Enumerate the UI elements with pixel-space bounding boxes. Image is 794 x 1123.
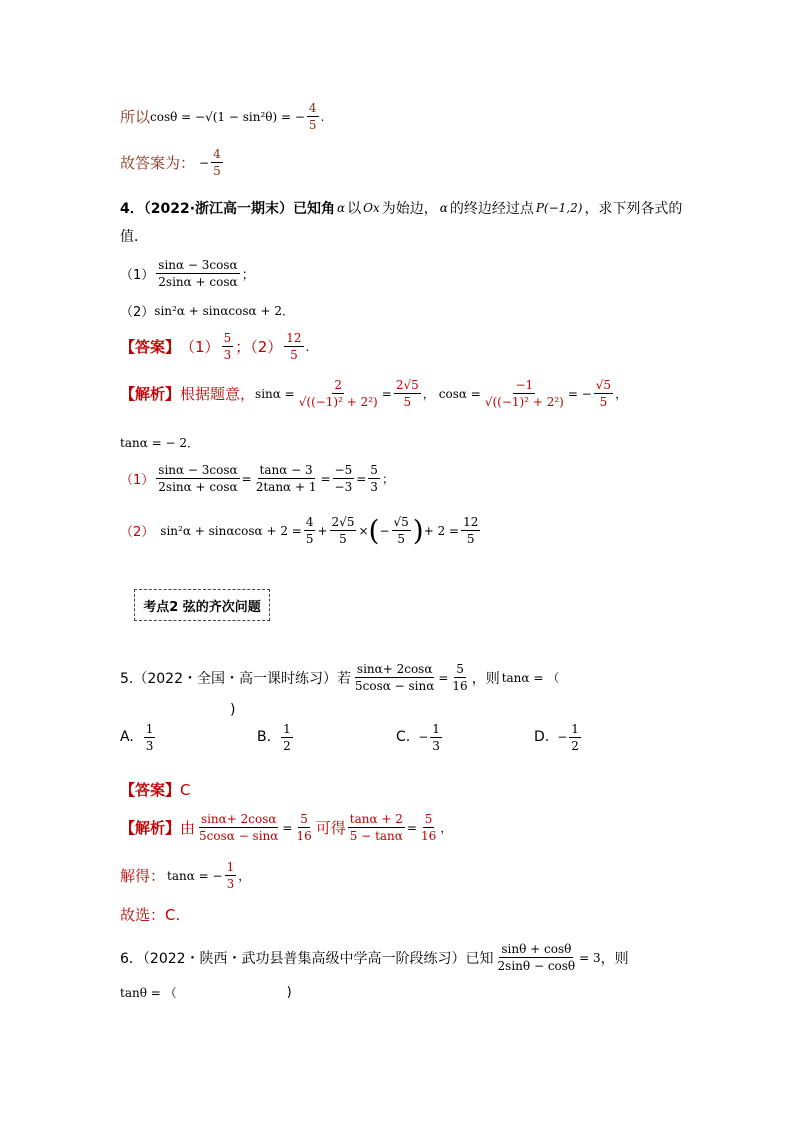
fraction	[496, 942, 578, 973]
equals: = −	[567, 386, 592, 401]
fraction	[348, 812, 405, 843]
denominator: 5	[308, 118, 317, 132]
comma: ，	[422, 387, 435, 401]
fraction	[281, 722, 293, 753]
text: 故选：C.	[120, 906, 181, 924]
solution-5-choose	[120, 904, 180, 925]
denominator: 5 − tanα	[349, 829, 403, 843]
fraction	[304, 515, 316, 546]
part-label: （2）	[120, 525, 155, 540]
option-d[interactable]	[534, 722, 583, 753]
numerator: 12	[463, 515, 479, 529]
option-a[interactable]	[120, 722, 157, 753]
sign: −	[557, 730, 568, 744]
denominator: √((−1)² + 2²)	[298, 395, 378, 409]
denominator: 2sinα + cosα	[158, 275, 238, 289]
close-paren: )	[286, 985, 292, 1000]
question-4-part-2	[120, 301, 294, 320]
fraction	[450, 662, 469, 693]
solution-4-part-2: （2） sin²α + sinαcosα + 2 = $\frac{4}{5}$ + $\frac{2√5}{5}$ × ( − $\frac{√5}{5}$ ) + 2 = $\frac{12}{5}$	[120, 513, 479, 547]
numerator: sinα − 3cosα	[158, 258, 238, 272]
text-prefix: 故答案为：	[120, 154, 196, 172]
numerator: −1	[515, 378, 534, 392]
fraction	[483, 378, 566, 409]
denominator: 3	[226, 877, 235, 891]
question-5-head: 5.（2022・全国・高一课时练习）若	[120, 670, 351, 687]
question-6-stem	[120, 942, 629, 973]
text: 根据题意，	[180, 385, 256, 403]
right-paren: )	[412, 513, 424, 547]
part-label: （2）	[120, 305, 155, 320]
solution-5-line-1	[120, 812, 452, 843]
equals: =	[438, 670, 449, 685]
sign: −	[418, 730, 429, 744]
question-4-stem	[120, 198, 682, 218]
denominator: 3	[432, 738, 440, 753]
equals: = 3	[579, 950, 601, 965]
denominator: 2	[571, 738, 579, 753]
denominator: 5	[403, 395, 412, 409]
question-4-part-1	[120, 258, 255, 289]
denominator: 5	[466, 532, 475, 546]
fraction	[569, 722, 581, 753]
text: 为始边，	[381, 201, 438, 217]
math-expr: tanα = − 2．	[120, 436, 199, 450]
denominator: 2sinθ − cosθ	[497, 959, 576, 973]
answer-value: C	[180, 780, 191, 799]
part-label: ；（2）	[235, 338, 283, 356]
fraction	[392, 515, 411, 546]
minus-sign: −	[379, 523, 390, 538]
numerator: 5	[424, 812, 433, 826]
numerator: 5	[456, 662, 464, 676]
equals: =	[406, 820, 417, 835]
line-cos-result	[120, 101, 324, 132]
numerator: tanα − 3	[259, 463, 313, 477]
fraction	[297, 378, 380, 409]
math-expr: sinα =	[255, 386, 295, 401]
fraction	[368, 463, 380, 494]
denominator: 16	[420, 829, 437, 843]
fraction	[394, 378, 421, 409]
answer-4	[120, 331, 309, 362]
math-expr: cosθ = −√(1 − sin²θ) = −	[150, 109, 305, 124]
text-prefix: 所以	[120, 108, 151, 126]
solution-tag: 【解析】	[120, 819, 181, 837]
denominator: 16	[452, 679, 468, 693]
fraction	[430, 722, 442, 753]
denominator: 5cosα − sinα	[355, 679, 435, 693]
answer-tag: 【答案】	[120, 338, 181, 356]
fraction	[294, 812, 313, 843]
solution-4-tan	[120, 434, 199, 451]
denominator: 5	[290, 348, 298, 362]
fraction	[225, 860, 237, 891]
math-expr: cosα =	[438, 386, 481, 401]
text: 由	[180, 819, 196, 837]
period: .	[320, 109, 325, 124]
math-expr: sin²α + sinαcosα + 2．	[154, 304, 294, 318]
fraction	[594, 378, 613, 409]
numerator: sinα+ 2cosα	[356, 662, 433, 676]
numerator: 1	[283, 721, 291, 736]
text: 以	[347, 201, 362, 217]
text: ，则	[600, 950, 629, 967]
fraction	[254, 463, 319, 494]
solution-4-line-1	[120, 378, 627, 409]
solution-4-part-1: （1） $\frac{\sin\alpha - 3\cos\alpha}{2\sin\alpha + \cos\alpha}$ = $\frac{\tan\alpha - 3}{2\tan\alpha + 1}$ = $\frac{-5}{-3}$ = $\frac{5}{3}$ ；	[120, 463, 394, 494]
alpha-symbol: α	[439, 201, 448, 215]
semicolon: ；	[381, 472, 394, 486]
numerator: 4	[213, 147, 221, 161]
numerator: 5	[223, 331, 232, 345]
fraction	[307, 101, 319, 132]
text: ，求下列各式的	[584, 201, 683, 217]
numerator: 4	[308, 101, 317, 115]
numerator: 2√5	[331, 515, 355, 529]
fraction	[419, 812, 438, 843]
numerator: sinθ + cosθ	[501, 942, 572, 956]
period: .	[305, 339, 310, 354]
close-paren: )	[230, 702, 236, 718]
fraction	[211, 147, 223, 178]
question-5-stem	[120, 662, 559, 693]
denominator: 5	[339, 532, 347, 546]
numerator: −5	[334, 463, 353, 477]
denominator: √((−1)² + 2²)	[484, 395, 564, 409]
denominator: 3	[145, 738, 154, 753]
ox-symbol: Ox	[363, 201, 380, 215]
solution-5-line-2	[120, 860, 250, 891]
option-label: D.	[534, 729, 550, 745]
text: 可得	[315, 819, 346, 837]
fraction	[333, 463, 355, 494]
numerator: tanα + 2	[349, 812, 403, 826]
fraction	[144, 722, 156, 753]
section-title: 考点2 弦的齐次问题	[143, 599, 261, 615]
numerator: 1	[571, 721, 579, 736]
denominator: 2tanα + 1	[255, 480, 317, 494]
numerator: 5	[300, 812, 308, 826]
fraction	[353, 662, 436, 693]
denominator: 5cosα − sinα	[199, 829, 279, 843]
times-sign: ×	[358, 523, 369, 538]
option-label: B.	[257, 729, 272, 745]
option-c[interactable]	[396, 722, 444, 753]
numerator: 1	[145, 721, 154, 736]
fraction	[330, 515, 357, 546]
math-expr: tanθ = （	[120, 986, 177, 1000]
equals: =	[381, 386, 392, 401]
numerator: sinα − 3cosα	[158, 463, 238, 477]
part-label: （1）	[180, 338, 220, 356]
fraction	[156, 463, 239, 494]
numerator: 2	[334, 378, 343, 392]
line-answer-intro	[120, 147, 225, 178]
alpha-symbol: α	[337, 201, 346, 215]
text: 值．	[120, 229, 148, 245]
text: ，则	[471, 670, 500, 687]
fraction	[461, 515, 480, 546]
numerator: 1	[226, 860, 235, 874]
numerator: 4	[305, 515, 314, 529]
semicolon: ；	[241, 268, 255, 283]
text: 的终边经过点	[449, 201, 534, 217]
fraction	[197, 812, 280, 843]
option-b[interactable]	[257, 722, 295, 753]
fraction	[222, 331, 234, 362]
denominator: 5	[305, 532, 314, 546]
option-label: A.	[120, 729, 134, 745]
numerator: √5	[595, 378, 612, 392]
numerator: sinα+ 2cosα	[200, 812, 277, 826]
question-6-head: 6．（2022・陕西・武功县普集高级中学高一阶段练习）已知	[120, 950, 494, 967]
part-label: （1）	[120, 473, 155, 488]
point-p: P(−1,2)	[535, 201, 583, 215]
question-4-stem-cont	[120, 226, 148, 246]
denominator: 2	[283, 738, 291, 753]
question-5-close	[230, 702, 235, 718]
math-expr: tanα = −	[167, 868, 223, 883]
denominator: −3	[334, 480, 353, 494]
comma: ，	[615, 387, 628, 401]
section-box	[134, 589, 270, 621]
equals: =	[282, 820, 293, 835]
numerator: 1	[432, 721, 440, 736]
fraction	[156, 258, 239, 289]
minus-sign: −	[199, 155, 210, 170]
denominator: 3	[370, 480, 378, 494]
answer-5	[120, 779, 191, 800]
denominator: 5	[599, 395, 608, 409]
comma: ，	[238, 869, 251, 883]
option-label: C.	[396, 729, 411, 745]
answer-tag: 【答案】	[120, 781, 181, 799]
fraction	[284, 331, 303, 362]
math-expr: + 2 =	[423, 523, 460, 538]
numerator: √5	[393, 515, 409, 529]
math-expr: tanα = （	[501, 671, 560, 685]
math-expr: sin²α + sinαcosα + 2 =	[160, 523, 302, 538]
numerator: 2√5	[395, 378, 419, 392]
text: 解得：	[120, 867, 166, 885]
left-paren: (	[368, 513, 380, 547]
denominator: 16	[296, 829, 312, 843]
numerator: 12	[286, 331, 302, 345]
denominator: 2sinα + cosα	[158, 480, 238, 494]
denominator: 5	[213, 164, 221, 178]
question-6-line-2	[120, 984, 292, 1001]
denominator: 5	[397, 532, 405, 546]
solution-tag: 【解析】	[120, 385, 181, 403]
numerator: 5	[370, 463, 378, 477]
comma: ，	[440, 821, 453, 835]
part-label: （1）	[120, 268, 155, 283]
question-4-head: 4．（2022·浙江高一期末）已知角	[120, 201, 336, 217]
denominator: 3	[223, 348, 232, 362]
